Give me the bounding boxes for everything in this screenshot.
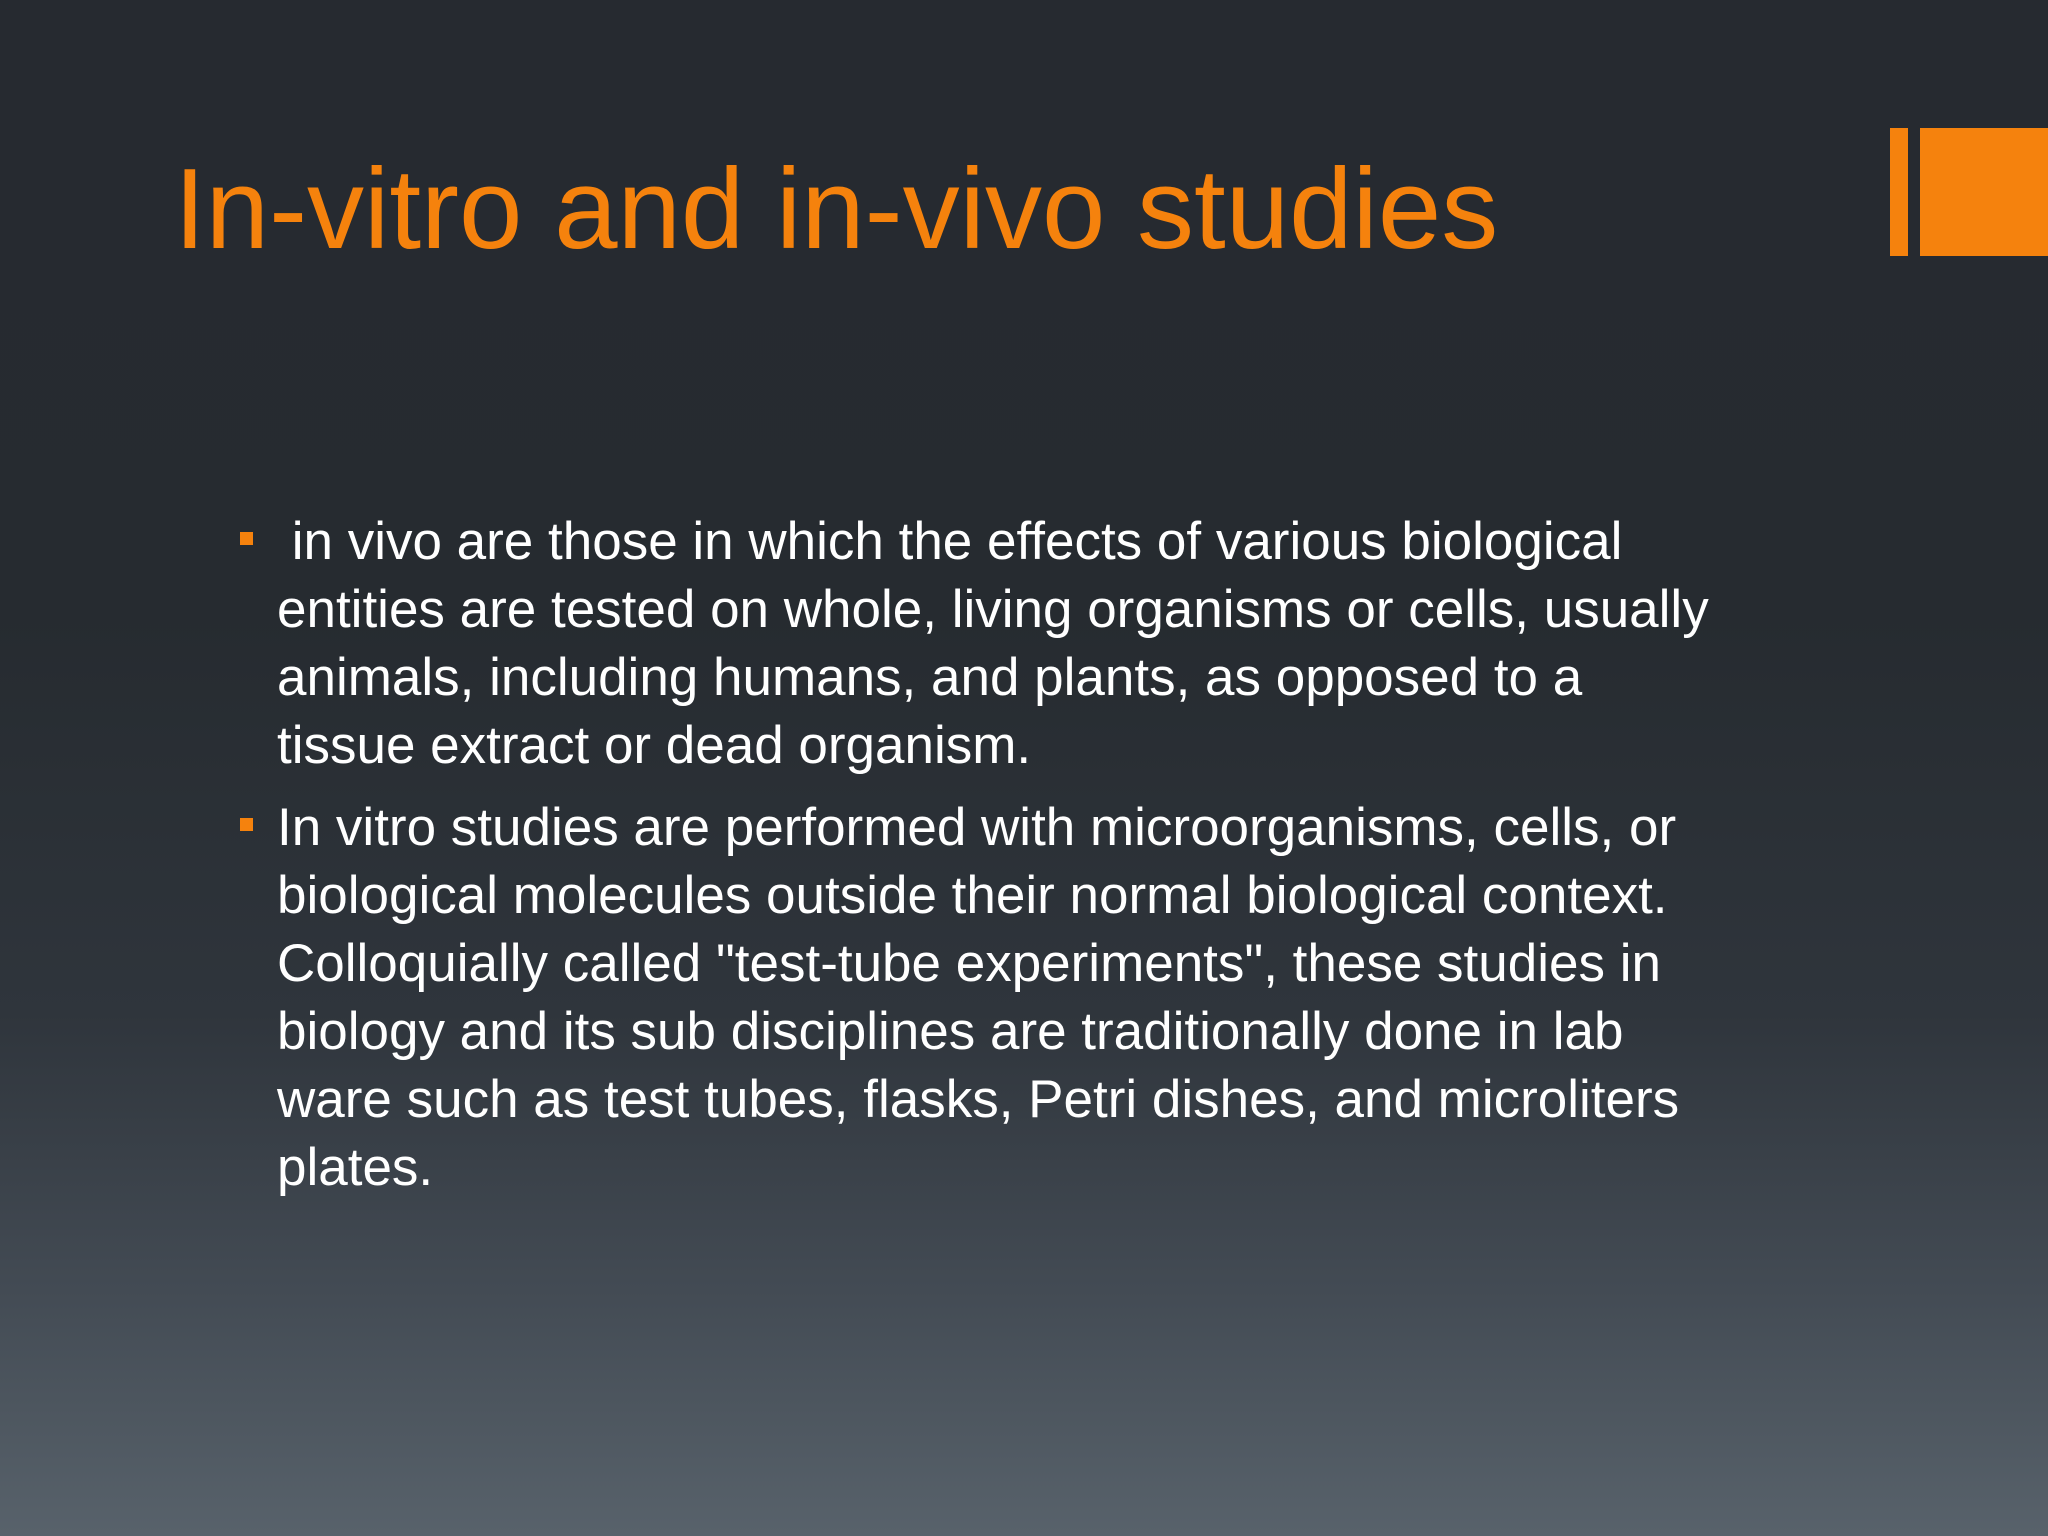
square-bullet-icon — [240, 532, 253, 545]
bullet-line: tissue extract or dead organism. — [277, 716, 1032, 775]
accent-block-decoration — [1920, 128, 2048, 256]
bullet-line: Colloquially called "test-tube experiments", these studies in — [277, 934, 1661, 993]
bullet-item-in-vivo — [236, 508, 1836, 780]
bullet-line: ware such as test tubes, flasks, Petri dishes, and microliters — [277, 1070, 1680, 1129]
bullet-line: biological molecules outside their normal biological context. — [277, 866, 1668, 925]
bullet-line: in vivo are those in which the effects of various biological — [277, 512, 1623, 571]
bullet-line: plates. — [277, 1138, 434, 1197]
bullet-list — [236, 508, 1836, 1216]
accent-bar-decoration — [1890, 128, 1908, 256]
bullet-line: biology and its sub disciplines are traditionally done in lab — [277, 1002, 1624, 1061]
bullet-line: In vitro studies are performed with microorganisms, cells, or — [277, 798, 1677, 857]
bullet-line: animals, including humans, and plants, as opposed to a — [277, 648, 1583, 707]
slide-title: In-vitro and in-vivo studies — [174, 146, 1499, 273]
bullet-line: entities are tested on whole, living organisms or cells, usually — [277, 580, 1709, 639]
bullet-item-in-vitro — [236, 794, 1836, 1202]
square-bullet-icon — [240, 818, 253, 831]
